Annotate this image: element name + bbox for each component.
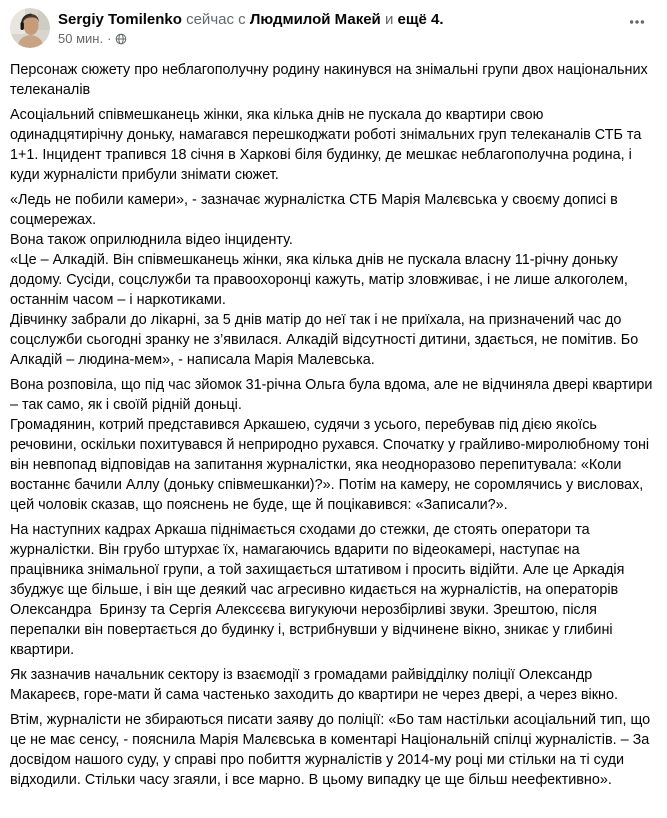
post-paragraph-block	[10, 105, 657, 185]
post-paragraph: Асоціальний співмешканець жінки, яка кілька днів не пускала до квартири свою одинадцятирічну доньку, намагався перешкоджати роботі знімальних груп телеканалів СТБ та 1+1. Інцидент трапився 18 січня в Харкові біля будинку, де мешкає неблагополучна родина, і куди журналісти прибули знімати сюжет.	[10, 107, 646, 183]
globe-icon	[115, 33, 127, 45]
post-meta-line	[58, 31, 444, 47]
post-paragraph-block	[10, 665, 657, 705]
context-period: .	[439, 11, 444, 28]
ellipsis-icon	[628, 13, 646, 31]
post-paragraph: «Ледь не побили камери», - зазначає журналістка СТБ Марія Малєвська у своєму дописі в соцмережах.	[10, 192, 622, 228]
context-conjunction: и	[384, 11, 394, 28]
header-meta	[58, 8, 444, 47]
post-text	[0, 60, 667, 790]
post-paragraph: Втім, журналісти не збираються писати заяву до поліції: «Бо там настільки асоціальний тип, що це не має сенсу, - пояснила Марія Малєвська в коментарі Національній спілці журналістів. – За досвідом нашого суду, у справі про побиття журналістів у 2014-му році ми стільки на ті суди відходили. Стільки часу згаяли, і все марно. В цьому випадку це ще більш неефективно».	[10, 712, 655, 788]
post-paragraph: Дівчинку забрали до лікарні, за 5 днів матір до неї так і не приїхала, на призначений час до соцслужби сьогодні зранку не з’явилася. Алкадій відсутності дитини, здається, не помітив. Бо Алкадій – людина-мем», - написала Марія Малевська.	[10, 312, 643, 368]
post-paragraph: «Це – Алкадій. Він співмешканець жінки, яка кілька днів не пускала власну 11-річну доньку додому. Сусіди, соцслужби та правоохоронці кажуть, матір зловживає, і не лише алкоголем, останнім часом – і наркотиками.	[10, 252, 632, 308]
more-options-button[interactable]	[621, 10, 653, 34]
post-paragraph-block	[10, 710, 657, 790]
post-paragraph: Громадянин, котрий представився Аркашею, судячи з усього, перебував під дією якоїсь речовини, оскільки похитувався й неприродно рухався. Спочатку у грайливо-миролюбному тоні він невпопад відповідав на запитання журналістки, яка неодноразово перепитувала: «Коли востаннє бачили Аллу (доньку співмешканки)?». Потім на камеру, не соромлячись у висловах, цей чоловік сказав, що пояснень не буде, ще й поцікавився: «Записали?».	[10, 417, 654, 513]
post-header	[0, 0, 667, 48]
post-paragraph: Вона розповіла, що під час зйомок 31-річна Ольга була вдома, але не відчиняла двері квартири – так само, як і своїй рідній доньці.	[10, 377, 657, 413]
post-paragraph: Персонаж сюжету про неблагополучну родину накинувся на знімальні групи двох національних телеканалів	[10, 62, 652, 98]
context-prefix: сейчас с	[186, 11, 246, 28]
timestamp-link[interactable]: 50 мин.	[58, 31, 104, 46]
more-tagged-link[interactable]: ещё 4	[397, 11, 440, 28]
post-paragraph: Як зазначив начальник сектору із взаємодії з громадами райвідділку поліції Олександр Макареєв, горе-мати й сама частенько заходить до квартири не через двері, а через вікно.	[10, 667, 618, 703]
post-paragraph-block	[10, 190, 657, 370]
post-paragraph-block	[10, 375, 657, 515]
name-line	[58, 10, 444, 29]
author-name[interactable]: Sergiy Tomilenko	[58, 11, 182, 28]
profile-photo-icon	[10, 8, 50, 48]
post-paragraph: Вона також оприлюднила відео інциденту.	[10, 232, 293, 248]
post-paragraph-block	[10, 60, 657, 100]
post-paragraph-block	[10, 520, 657, 660]
dot-separator: ·	[107, 31, 112, 46]
post-paragraph: На наступних кадрах Аркаша піднімається сходами до стежки, де стоять оператори та журналістки. Він грубо штурхає їх, намагаючись вдарити по відеокамері, наступає на працівника знімальної групи, а той захищається штативом і просить відійти. Але це Аркадія збуджує ще більше, і він ще деякий час агресивно кидається на журналістів, на операторів Олександра Бринзу та Сергія Алексєєва вигукуючи нерозбірливі звуки. Зрештою, після перепалки він повертається до будинку і, встрибнувши у відчинене вікно, зникає у глибині квартири.	[10, 522, 629, 658]
avatar[interactable]	[10, 8, 50, 48]
tagged-person-link[interactable]: Людмилой Макей	[249, 11, 381, 28]
